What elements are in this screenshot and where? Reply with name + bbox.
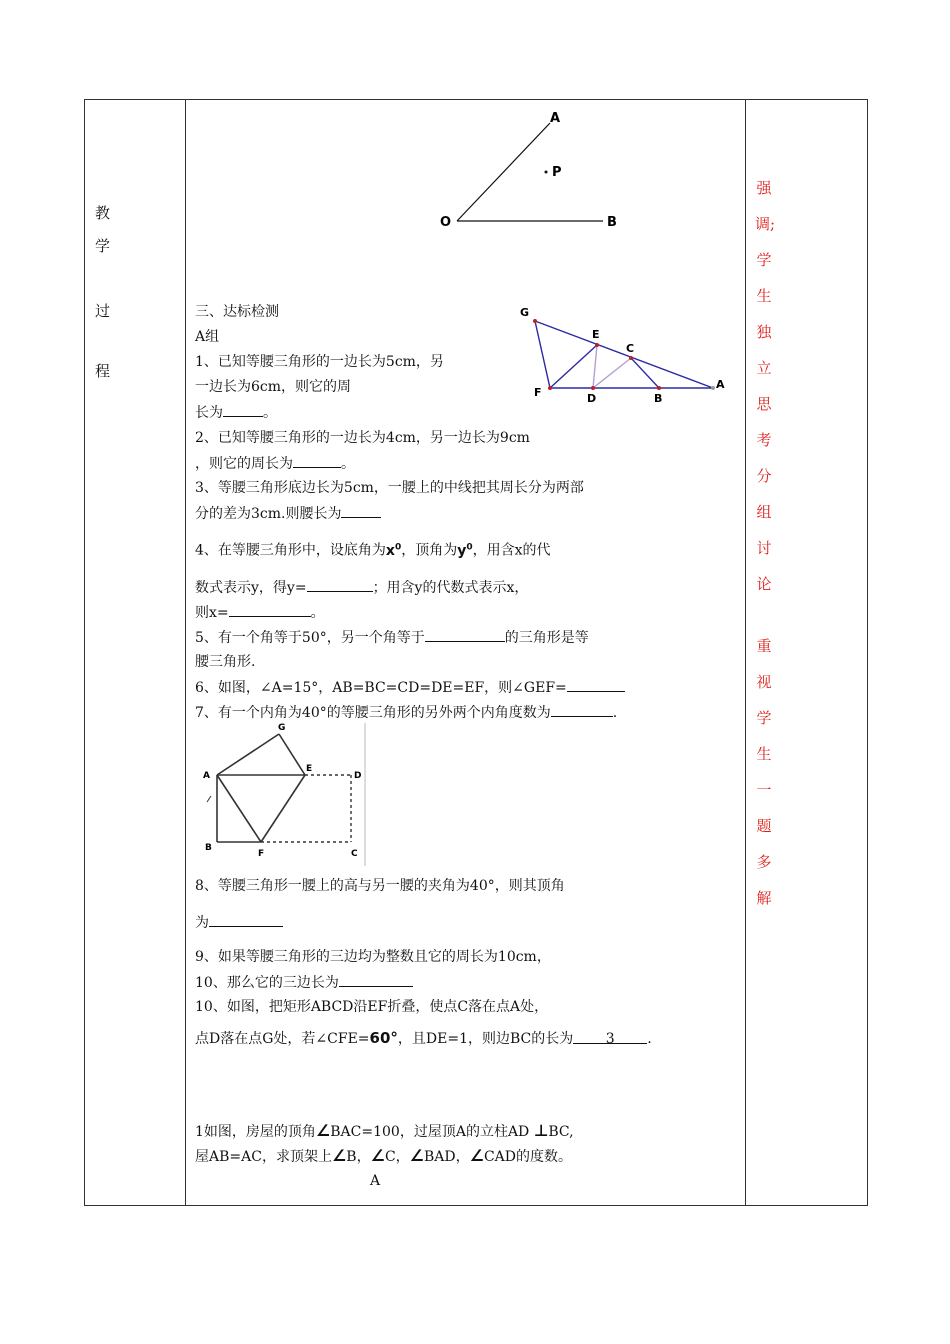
left-label-4: 程: [95, 362, 111, 380]
p1-text-a: 1如图，房屋的顶角: [195, 1124, 316, 1140]
label-o: O: [440, 215, 452, 228]
q8-line1: 8、等腰三角形一腰上的高与另一腰的夹角为40°，则其顶角: [195, 878, 565, 894]
q1-end: 。: [263, 405, 277, 421]
left-label-3: 过: [95, 302, 111, 320]
q10a-line: [195, 972, 413, 993]
q1-answer-blank: [223, 402, 263, 417]
tick-mark: [207, 796, 211, 802]
q9-line: 9、如果等腰三角形的三边均为整数且它的周长为10cm，: [195, 949, 551, 965]
vertex-d: [591, 386, 595, 390]
label-f: F: [534, 386, 542, 399]
vertex-b: [657, 386, 661, 390]
label-b: B: [607, 215, 617, 228]
label-a: A: [203, 771, 210, 781]
q10a-answer-blank: [339, 972, 413, 987]
vertex-g: [533, 319, 537, 323]
q2-answer-blank: [293, 453, 341, 468]
q10c-end: .: [647, 1031, 652, 1047]
note-char: 思: [756, 395, 772, 413]
q3-answer-blank: [341, 503, 381, 518]
x-symbol: x: [385, 542, 395, 559]
left-label-2: 学: [95, 237, 111, 255]
q5-text-a: 5、有一个角等于50°，另一个角等于: [195, 630, 425, 646]
note-char: 生: [756, 745, 772, 763]
q5-answer-blank: [425, 627, 505, 642]
vertex-a: [711, 386, 715, 390]
note-char: 强: [756, 179, 772, 197]
p1-text-end: BC,: [548, 1124, 574, 1140]
label-b: B: [654, 392, 663, 405]
label-e: E: [306, 764, 313, 774]
note-char: 重: [756, 637, 772, 655]
note-char: 生: [756, 287, 772, 305]
q5-text-a2: 的三角形是等: [504, 630, 589, 646]
point-p-dot: [545, 171, 548, 174]
q4-text-c-end: 。: [310, 605, 325, 621]
note-char: 独: [756, 323, 772, 341]
q1-line3: [195, 402, 277, 423]
vertex-e: [595, 343, 599, 347]
q4-text-b2: ；用含y的代数式表示x，: [372, 580, 529, 596]
label-a: A: [716, 378, 725, 391]
angle-symbol: ∠: [409, 1146, 424, 1165]
q4-text-c: 则x=: [195, 605, 229, 621]
note-char: 立: [756, 359, 772, 377]
note-char: 题: [756, 817, 772, 835]
label-p: P: [552, 165, 562, 180]
q10c-answer: 3: [605, 1031, 615, 1047]
q8-text: 为: [195, 915, 209, 931]
label-c: C: [626, 342, 635, 355]
note-char: 论: [756, 575, 772, 593]
note-char: 视: [756, 673, 772, 691]
note-char: 一: [756, 781, 772, 799]
y-symbol: y: [457, 542, 467, 559]
note-char: 多: [756, 853, 772, 871]
angle-figure: [425, 108, 625, 228]
q10b-line: 10、如图，把矩形ABCD沿EF折叠，使点C落在点A处，: [195, 999, 549, 1015]
group-label: A组: [195, 329, 220, 345]
segment-af: [217, 775, 261, 842]
q10c-text-b: ，且DE=1，则边BC的长为: [397, 1031, 574, 1047]
perpendicular-symbol: ⊥: [533, 1121, 549, 1140]
q3-line1: 3、等腰三角形底边长为5cm，一腰上的中线把其周长分为两部: [195, 480, 584, 496]
q4-line3: [195, 602, 325, 623]
q4-answer-blank-y: [307, 577, 373, 592]
q2-end: 。: [341, 456, 355, 472]
note-char: 学: [756, 251, 772, 269]
segment-ge: [279, 734, 305, 775]
q10c-answer-blank: [573, 1029, 647, 1047]
q4-text-b: 数式表示y，得y=: [195, 580, 307, 596]
label-g: G: [520, 306, 530, 319]
q2-line1: 2、已知等腰三角形的一边长为4cm，另一边长为9cm: [195, 430, 530, 446]
q8-answer-blank: [209, 912, 283, 927]
segment-gf: [535, 321, 550, 388]
label-f: F: [258, 849, 265, 859]
lesson-table: [84, 99, 868, 1206]
note-char: 分: [756, 467, 772, 485]
q4-text-a: 4、在等腰三角形中，设底角为: [195, 542, 386, 559]
p1-line1: [195, 1121, 574, 1142]
label-a: A: [550, 111, 561, 126]
p1-angle-b: B，: [346, 1149, 371, 1165]
label-g: G: [278, 723, 286, 733]
label-e: E: [592, 328, 600, 341]
q4-text-end: ，用含x的代: [472, 542, 551, 559]
vertex-c: [629, 356, 633, 360]
angle-60-symbol: 60°: [369, 1029, 398, 1047]
note-char: 解: [756, 889, 772, 907]
label-d: D: [587, 392, 597, 405]
segment-ag: [217, 734, 279, 775]
label-d: D: [354, 771, 362, 781]
q4-text-mid: ，顶角为: [401, 542, 458, 559]
label-c: C: [351, 849, 358, 859]
segment-ef: [261, 775, 305, 842]
note-char: 学: [756, 709, 772, 727]
q6-line: [195, 677, 625, 698]
left-label-1: 教: [95, 204, 111, 222]
p1-line2: [195, 1146, 572, 1167]
q2-text: ，则它的周长为: [195, 456, 293, 472]
y-degree: [457, 543, 472, 559]
x-degree-sup: 0: [394, 542, 402, 552]
q10a-text: 10、那么它的三边长为: [195, 975, 339, 991]
q4-line2: [195, 577, 528, 598]
q2-line2: [195, 453, 355, 474]
triangle-figure: [517, 302, 732, 407]
p1-figure-label-a: A: [370, 1173, 381, 1189]
angle-symbol: ∠: [315, 1121, 331, 1140]
q5-line2: 腰三角形.: [195, 654, 256, 670]
q6-answer-blank: [567, 677, 625, 692]
note-char: 组: [756, 503, 772, 521]
note-char: 考: [756, 431, 772, 449]
q1-text: 长为: [195, 405, 223, 421]
p1-angle-bad: BAD，: [424, 1149, 470, 1165]
q4-line1: [195, 537, 551, 561]
segment-dc: [593, 358, 631, 388]
note-char: 调;: [755, 215, 776, 233]
p1-text-b: 屋AB=AC，求顶架上: [195, 1149, 332, 1165]
q6-text: 6、如图，∠A=15°，AB=BC=CD=DE=EF，则∠GEF=: [195, 680, 567, 696]
label-b: B: [205, 843, 212, 853]
q3-text: 分的差为3cm.则腰长为: [195, 506, 342, 522]
q10c-text-a: 点D落在点G处，若∠CFE=: [195, 1031, 370, 1047]
angle-symbol: ∠: [331, 1146, 347, 1165]
q1-line2: 一边长为6cm，则它的周: [195, 379, 352, 395]
p1-angle-cad: CAD的度数。: [483, 1149, 573, 1165]
q7-end: .: [612, 705, 618, 721]
q7-answer-blank: [551, 702, 613, 717]
x-degree: [386, 543, 401, 559]
p1-angle-c: C，: [384, 1149, 410, 1165]
rectangle-fold-figure: [197, 720, 377, 870]
angle-symbol: ∠: [370, 1146, 385, 1165]
angle-symbol: ∠: [469, 1146, 484, 1165]
note-char: 讨: [756, 539, 772, 557]
vertex-f: [548, 386, 552, 390]
segment-fe: [550, 345, 597, 388]
q4-answer-blank-x: [229, 602, 311, 617]
q10c-line: [195, 1028, 652, 1049]
column-divider-left: [185, 100, 186, 1205]
q1-line1: 1、已知等腰三角形的一边长为5cm，另: [195, 354, 444, 370]
column-divider-right: [745, 100, 746, 1205]
q3-line2: [195, 503, 381, 524]
q7-text: 7、有一个内角为40°的等腰三角形的另外两个内角度数为: [195, 705, 551, 721]
q8-line2: [195, 912, 283, 933]
p1-text-mid: BAC=100，过屋顶A的立柱AD: [330, 1124, 530, 1140]
section-title: 三、达标检测: [195, 304, 279, 320]
y-degree-sup: 0: [466, 542, 473, 552]
ray-oa: [457, 123, 550, 221]
segment-ed: [593, 345, 597, 388]
q5-line1: [195, 627, 589, 648]
